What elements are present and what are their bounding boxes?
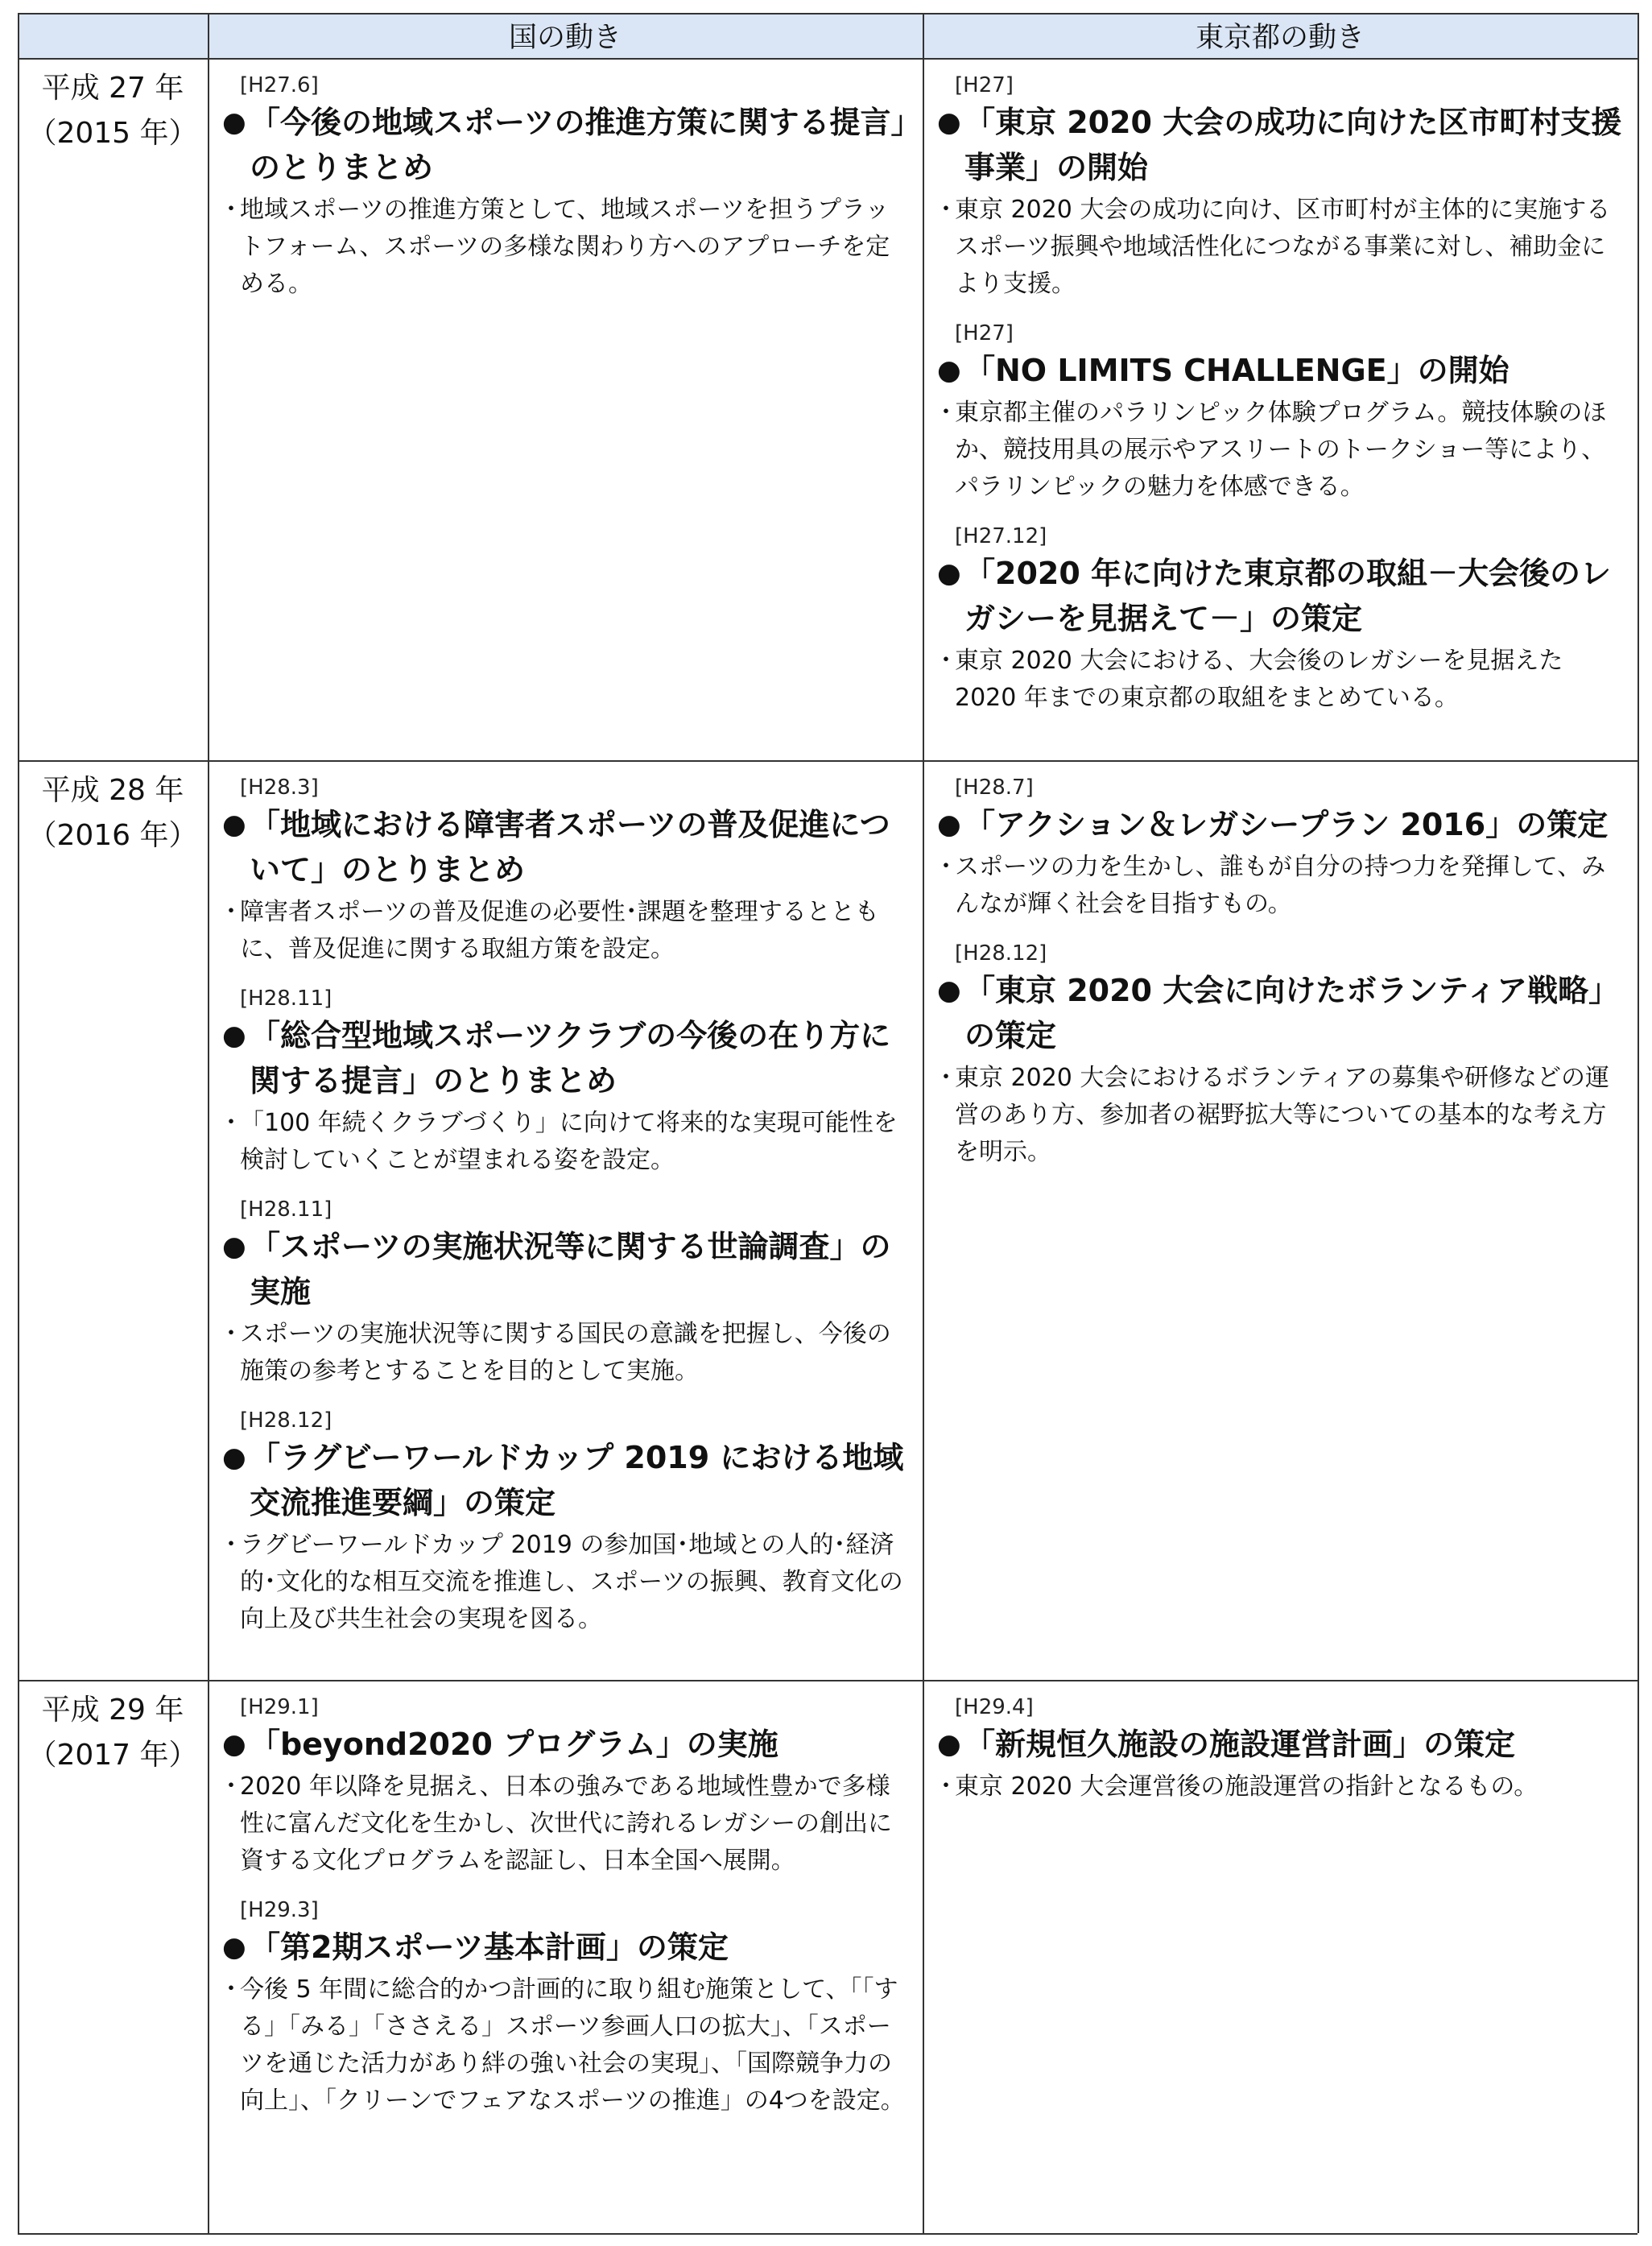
table-horizontal-rule (18, 2233, 1638, 2235)
entry-date: [H29.4] (955, 1695, 1034, 1719)
bullet-icon: ● (222, 1231, 246, 1263)
entry-date: [H27.12] (955, 524, 1047, 548)
year-label: （2017 年） (27, 1739, 198, 1772)
list-dot-icon: ･ (225, 1109, 237, 1137)
list-dot-icon: ･ (225, 1320, 237, 1348)
entry-title-text: 「東京 2020 大会に向けたボランティア戦略」の策定 (964, 973, 1620, 1053)
bullet-icon: ● (937, 106, 961, 139)
entry-description-text: 2020 年以降を見据え、日本の強みである地域性豊かで多様性に富んだ文化を生かし、次世代に誇れるレガシーの創出に資する文化プログラムを認証し、日本全国へ展開。 (240, 1772, 892, 1875)
list-dot-icon: ･ (940, 647, 952, 675)
list-dot-icon: ･ (940, 1064, 952, 1092)
entry-description-text: 「100 年続くクラブづくり」に向けて将来的な実現可能性を検討していくことが望まれる姿を設定。 (240, 1109, 898, 1174)
table-vertical-rule (208, 13, 209, 2233)
entry-date: [H29.1] (240, 1695, 319, 1719)
year-label: （2015 年） (27, 117, 198, 150)
entry-date: [H28.7] (955, 776, 1034, 800)
year-label: （2016 年） (27, 819, 198, 852)
bullet-icon: ● (937, 354, 961, 387)
bullet-icon: ● (222, 1931, 246, 1963)
entry-title-text: 「総合型地域スポーツクラブの今後の在り方に関する提言」のとりまとめ (250, 1018, 891, 1098)
entry-title-text: 「地域における障害者スポーツの普及促進について」のとりまとめ (250, 807, 890, 887)
entry-date: [H27.6] (240, 73, 319, 97)
bullet-icon: ● (222, 1441, 246, 1474)
table-vertical-rule (18, 13, 19, 2233)
bullet-icon: ● (937, 974, 961, 1007)
entry-description-text: 東京 2020 大会運営後の施設運営の指針となるもの。 (955, 1772, 1538, 1801)
table-horizontal-rule (18, 1680, 1638, 1681)
bullet-icon: ● (937, 809, 961, 841)
list-dot-icon: ･ (225, 1772, 237, 1801)
bullet-icon: ● (222, 1020, 246, 1052)
table-vertical-rule (1638, 13, 1639, 2233)
list-dot-icon: ･ (940, 1772, 952, 1801)
list-dot-icon: ･ (940, 196, 952, 224)
header-tokyo: 東京都の動き (1195, 22, 1365, 54)
table-horizontal-rule (18, 760, 1638, 762)
entry-title-text: 「東京 2020 大会の成功に向けた区市町村支援事業」の開始 (964, 105, 1622, 185)
entry-date: [H28.3] (240, 776, 319, 800)
entry-description-text: 東京都主催のパラリンピック体験プログラム。競技体験のほか、競技用具の展示やアスリートのトークショー等により、パラリンピックの魅力を体感できる。 (955, 399, 1607, 501)
bullet-icon: ● (222, 1728, 246, 1760)
bullet-icon: ● (222, 106, 246, 139)
entry-title-text: 「ラグビーワールドカップ 2019 における地域交流推進要綱」の策定 (250, 1440, 904, 1520)
list-dot-icon: ･ (225, 196, 237, 224)
year-label: 平成 29 年 (41, 1694, 184, 1727)
table-vertical-rule (923, 13, 924, 2233)
list-dot-icon: ･ (225, 1975, 237, 2004)
table-horizontal-rule (18, 13, 1638, 14)
entry-title-text: 「新規恒久施設の施設運営計画」の策定 (964, 1727, 1516, 1762)
year-label: 平成 27 年 (41, 72, 184, 105)
entry-date: [H28.11] (240, 987, 332, 1011)
entry-description-text: 東京 2020 大会におけるボランティアの募集や研修などの運営のあり方、参加者の裾野拡大等についての基本的な考え方を明示。 (955, 1064, 1610, 1166)
entry-description-text: 地域スポーツの推進方策として、地域スポーツを担うプラットフォーム、スポーツの多様な関わり方へのアプローチを定める。 (240, 196, 890, 298)
entry-description-text: 東京 2020 大会における、大会後のレガシーを見据えた 2020 年までの東京都の取組をまとめている。 (955, 647, 1563, 712)
entry-title-text: 「2020 年に向けた東京都の取組－大会後のレガシーを見据えて－」の策定 (964, 556, 1611, 636)
entry-description-text: 東京 2020 大会の成功に向け、区市町村が主体的に実施するスポーツ振興や地域活性化につながる事業に対し、補助金により支援。 (955, 196, 1611, 298)
entry-description-text: スポーツの力を生かし、誰もが自分の持つ力を発揮して、みんなが輝く社会を目指すもの。 (955, 853, 1606, 918)
bullet-icon: ● (937, 1728, 961, 1760)
bullet-icon: ● (937, 557, 961, 589)
list-dot-icon: ･ (940, 853, 952, 881)
entry-title-text: 「beyond2020 プログラム」の実施 (250, 1727, 779, 1762)
entry-date: [H28.11] (240, 1197, 332, 1222)
entry-date: [H28.12] (240, 1408, 332, 1433)
entry-description-text: ラグビーワールドカップ 2019 の参加国･地域との人的･経済的･文化的な相互交流を推進し、スポーツの振興、教育文化の向上及び共生社会の実現を図る。 (240, 1531, 903, 1633)
entry-description-text: 障害者スポーツの普及促進の必要性･課題を整理するとともに、普及促進に関する取組方策を設定。 (240, 898, 879, 963)
year-label: 平成 28 年 (41, 774, 184, 807)
list-dot-icon: ･ (225, 898, 237, 926)
entry-title-text: 「NO LIMITS CHALLENGE」の開始 (964, 353, 1510, 388)
entry-description-text: スポーツの実施状況等に関する国民の意識を把握し、今後の施策の参考とすることを目的として実施。 (240, 1320, 891, 1385)
entry-date: [H27] (955, 321, 1014, 345)
header-national: 国の動き (508, 22, 622, 54)
table-horizontal-rule (18, 58, 1638, 60)
entry-date: [H28.12] (955, 941, 1047, 966)
bullet-icon: ● (222, 809, 246, 841)
list-dot-icon: ･ (225, 1531, 237, 1559)
entry-title-text: 「今後の地域スポーツの推進方策に関する提言」のとりまとめ (250, 105, 907, 185)
entry-title-text: 「スポーツの実施状況等に関する世論調査」の実施 (250, 1229, 891, 1309)
entry-description-text: 今後 5 年間に総合的かつ計画的に取り組む施策として、「「する」「みる」「ささえる」スポーツ参画人口の拡大」、「スポーツを通じた活力があり絆の強い社会の実現」、「国際競争力の向上」、「クリーンでフェアなスポーツの推進」の4つを設定。 (240, 1975, 905, 2115)
entry-title-text: 「アクション＆レガシープラン 2016」の策定 (964, 807, 1609, 842)
entry-title-text: 「第2期スポーツ基本計画」の策定 (250, 1930, 729, 1965)
entry-date: [H29.3] (240, 1898, 319, 1922)
entry-date: [H27] (955, 73, 1014, 97)
list-dot-icon: ･ (940, 399, 952, 427)
